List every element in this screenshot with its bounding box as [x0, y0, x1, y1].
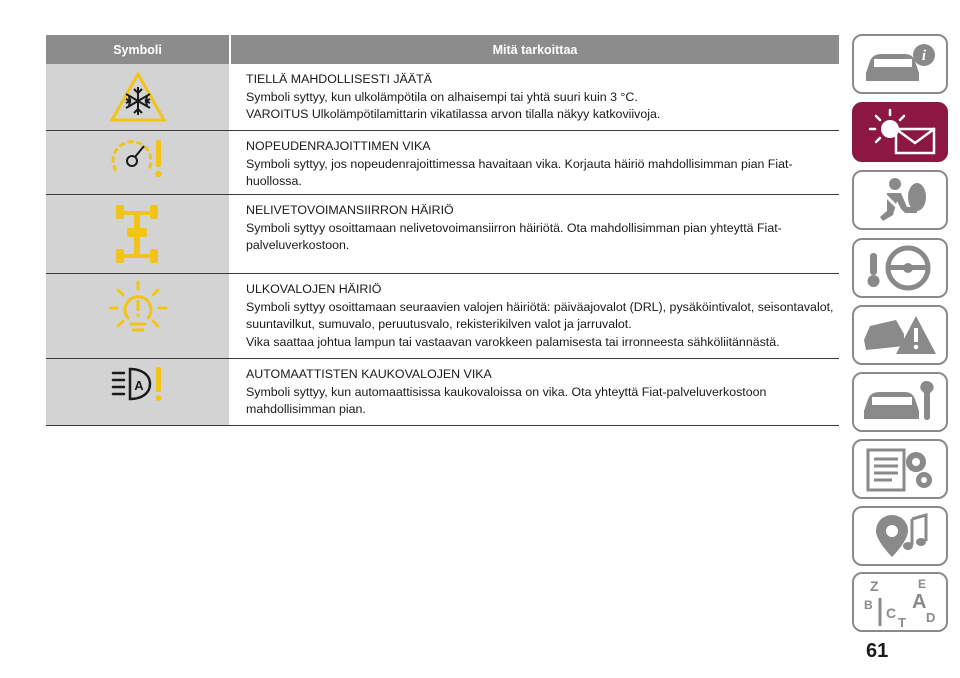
index-letter-e: E	[918, 577, 927, 591]
tab-multimedia[interactable]	[852, 506, 948, 566]
speed-limiter-failure-icon	[108, 137, 168, 181]
auto-high-beam-failure-icon	[110, 365, 166, 405]
table-row	[46, 131, 839, 195]
car-info-icon	[860, 41, 940, 87]
steering-wheel-key-icon	[862, 243, 938, 293]
header-meaning: Mitä tarkoittaa	[229, 35, 839, 64]
row-text: Vika saattaa johtua lampun tai vastaavan varokkeen palamisesta tai irronneesta sähköliitännästä.	[246, 334, 780, 349]
row-title: TIELLÄ MAHDOLLISESTI JÄÄTÄ	[246, 72, 432, 86]
tab-safety[interactable]	[852, 170, 948, 230]
specifications-gears-icon	[860, 444, 940, 494]
warning-lights-icon	[860, 107, 940, 157]
row-title: NOPEUDENRAJOITTIMEN VIKA	[246, 139, 431, 153]
table-row	[46, 64, 839, 131]
table-row	[46, 195, 839, 274]
car-maintenance-icon	[860, 377, 940, 427]
row-text: Symboli syttyy, jos nopeudenrajoittimessa havaitaan vika. Korjauta häiriö mahdollisimman pian Fiat-huollossa.	[246, 156, 793, 188]
index-letter-c: C	[886, 605, 897, 621]
page-number: 61	[866, 640, 889, 662]
exterior-light-failure-icon	[106, 280, 170, 340]
row-text: Symboli syttyy, kun automaattisissa kaukovaloissa on vika. Ota yhteyttä Fiat-palveluverkostoon mahdollisimman pian.	[246, 384, 767, 416]
awd-transfer-failure-icon	[113, 201, 163, 267]
tab-maintenance[interactable]	[852, 372, 948, 432]
table-header	[46, 35, 839, 64]
tab-car-info[interactable]	[852, 34, 948, 94]
row-title: ULKOVALOJEN HÄIRIÖ	[246, 282, 382, 296]
svg-text:i: i	[921, 48, 927, 64]
index-letter-a: A	[912, 591, 927, 613]
row-text: Symboli syttyy osoittamaan nelivetovoimansiirron häiriötä. Ota mahdollisimman pian yhteyttä Fiat-palveluverkostoon.	[246, 220, 782, 252]
row-text: Symboli syttyy osoittamaan seuraavien valojen häiriötä: päiväajovalot (DRL), pysäköintivalot, seisontavalot, suuntavilkut, sumuvalo, peruutusvalo, rekisterikilven valot ja jarruvalot.	[246, 299, 834, 331]
index-letter-d: D	[926, 610, 936, 625]
symbol-table	[46, 35, 839, 426]
tab-technical-data[interactable]	[852, 439, 948, 499]
row-text: Symboli syttyy, kun ulkolämpötila on alhaisempi tai yhtä suuri kuin 3 °C.	[246, 89, 638, 104]
car-accident-icon	[860, 310, 940, 360]
multimedia-music-icon	[862, 511, 938, 561]
row-title: AUTOMAATTISTEN KAUKOVALOJEN VIKA	[246, 367, 492, 381]
index-letter-z: Z	[870, 578, 879, 594]
tab-emergency[interactable]	[852, 305, 948, 365]
alphabetical-index-icon	[860, 576, 940, 628]
tab-starting-driving[interactable]	[852, 238, 948, 298]
row-title: NELIVETOVOIMANSIIRRON HÄIRIÖ	[246, 203, 454, 217]
table-row	[46, 274, 839, 359]
index-letter-b: B	[864, 598, 873, 612]
tab-index[interactable]	[852, 572, 948, 632]
tab-warning-lights[interactable]	[852, 102, 948, 162]
row-text: VAROITUS Ulkolämpötilamittarin vikatilassa arvon tilalla näkyy katkoviivoja.	[246, 107, 661, 121]
index-letter-t: T	[898, 615, 906, 628]
table-row	[46, 359, 839, 426]
airbag-safety-icon	[865, 175, 935, 225]
svg-text:A: A	[133, 378, 144, 393]
snowflake-road-icon	[108, 70, 168, 124]
header-symbol: Symboli	[113, 42, 162, 57]
